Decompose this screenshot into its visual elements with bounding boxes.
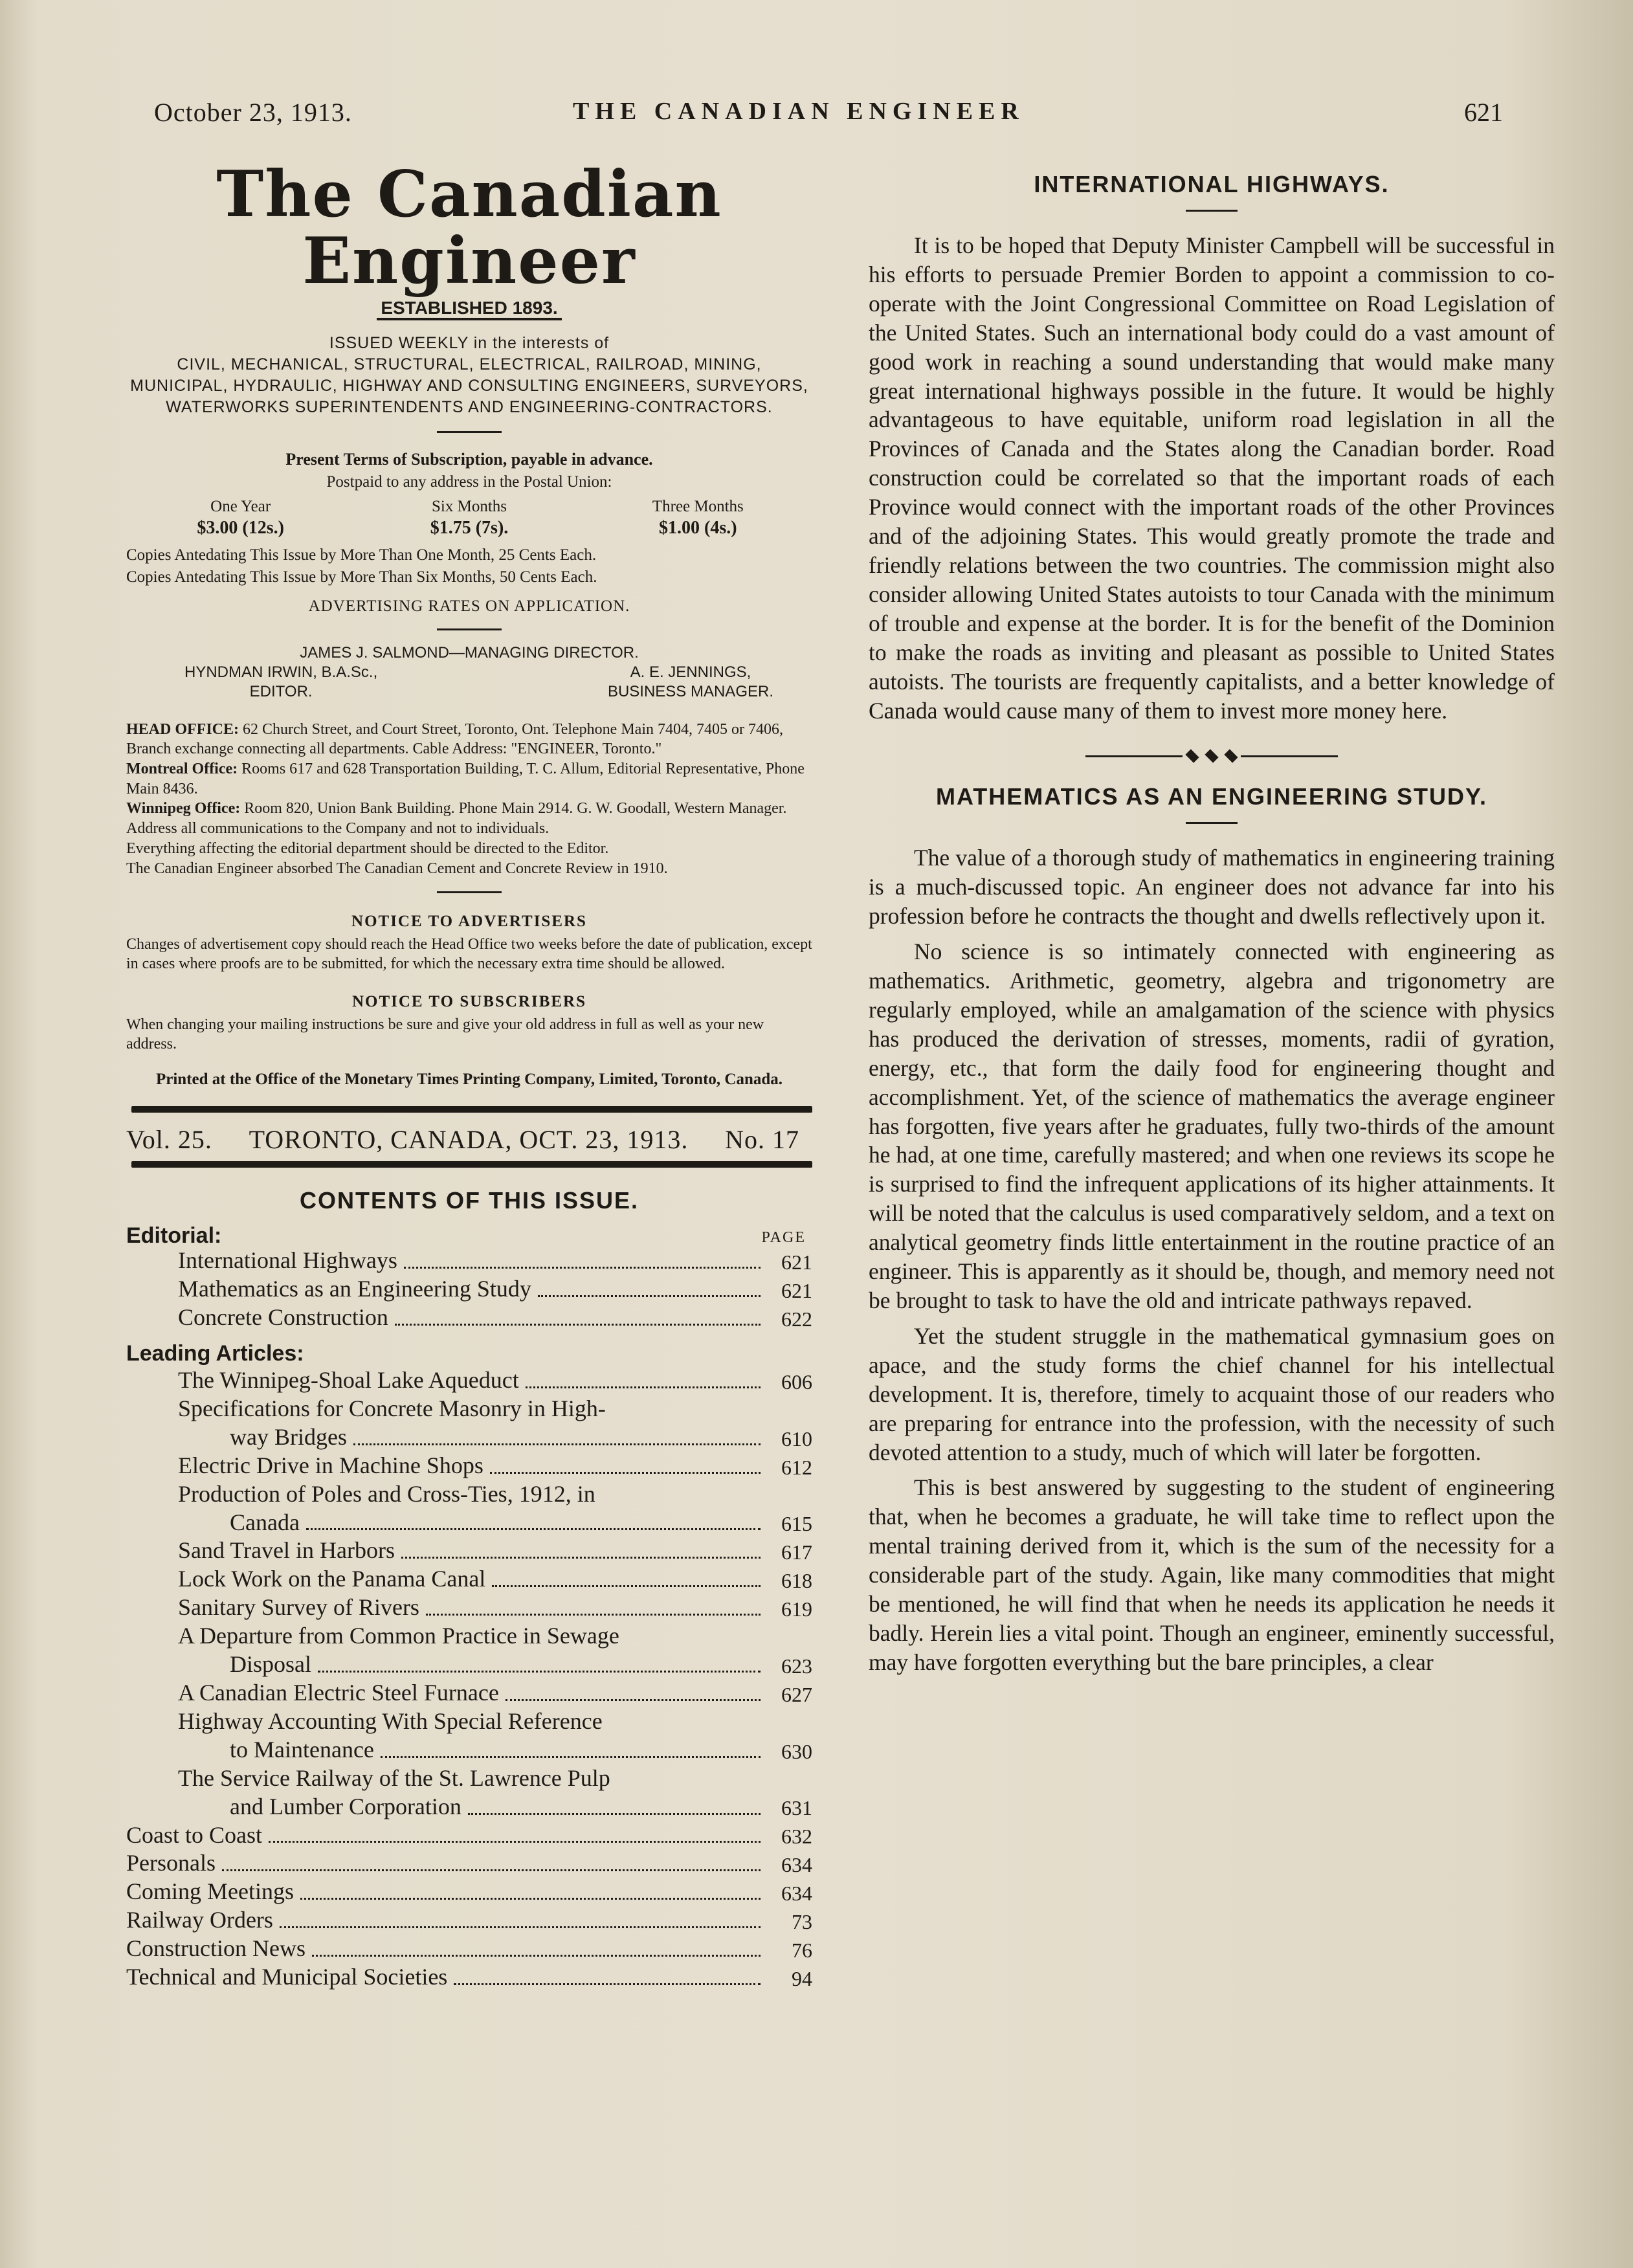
toc-entry-page: 622 — [781, 1307, 812, 1331]
toc-entry — [126, 1423, 812, 1452]
mathematics-paragraph: This is best answered by suggesting to the student of engineering that, when he becomes a graduate, he will take time to reflect upon the mental training derived from it, which is the sum of the necessity for a considerable part of the study. Again, like many commodities that might be mentioned, he will find that when he needs its application he needs it badly. Herein lies a vital point. Though an engineer, eminently successful, may have forgotten everything but the bare principles, a clear — [869, 1474, 1555, 1675]
head-office-label: HEAD OFFICE: — [126, 720, 239, 738]
toc-entry-label: Concrete Construction — [178, 1304, 388, 1331]
toc-dot-leader — [490, 1472, 761, 1474]
toc-entry-label: Coast to Coast — [126, 1821, 263, 1848]
toc-entry — [126, 1622, 812, 1651]
toc-entry — [126, 1395, 812, 1423]
toc-dot-leader — [381, 1756, 761, 1758]
page-column-label: PAGE — [761, 1229, 806, 1247]
toc-entry-label: A Departure from Common Practice in Sewage — [178, 1623, 619, 1649]
toc-entry-page: 606 — [781, 1370, 812, 1394]
toc-leading-articles — [126, 1366, 812, 1821]
business-manager-title: BUSINESS MANAGER. — [607, 682, 773, 700]
term-one-year — [126, 496, 355, 539]
toc-dot-leader — [526, 1386, 761, 1388]
printed-by: Printed at the Office of the Monetary Times Printing Company, Limited, Toronto, Canada. — [155, 1071, 783, 1089]
toc-dot-leader — [318, 1671, 761, 1673]
toc-entry-label: Disposal — [230, 1651, 311, 1678]
toc-entry — [126, 1764, 812, 1793]
toc-dot-leader — [538, 1295, 761, 1297]
divider — [1186, 822, 1238, 824]
toc-dot-leader — [353, 1443, 761, 1445]
montreal-office — [126, 759, 812, 799]
masthead-title: The Canadian Engineer — [216, 157, 722, 298]
toc-entry-label: Specifications for Concrete Masonry in High- — [178, 1395, 606, 1421]
toc-entry-label: Production of Poles and Cross-Ties, 1912, in — [178, 1480, 595, 1507]
toc-entry-label: Personals — [126, 1850, 216, 1876]
toc-entry — [126, 1480, 812, 1509]
subscription-title: Present Terms of Subscription, payable in advance. — [285, 449, 653, 469]
editor-name: HYNDMAN IRWIN, B.A.Sc., — [184, 663, 378, 681]
toc-entry-label: to Maintenance — [230, 1736, 374, 1762]
toc-entry — [126, 1849, 812, 1878]
running-head-title: THE CANADIAN ENGINEER — [573, 98, 1025, 125]
notice-advertisers-text: Changes of advertisement copy should reach the Head Office two weeks before the date of publication, except in cases where proofs are to be submitted, for which the necessary extra time should be allowed. — [126, 936, 812, 973]
winnipeg-office — [126, 799, 812, 819]
term-period: Three Months — [652, 497, 744, 515]
toc-entry-page: 618 — [781, 1569, 812, 1593]
toc-entry-page: 632 — [781, 1825, 812, 1849]
thick-rule — [131, 1106, 812, 1113]
divider — [1186, 210, 1238, 212]
toc-entry — [126, 1679, 812, 1707]
toc-entry-label: Sand Travel in Harbors — [178, 1537, 395, 1564]
toc-entry-page: 631 — [781, 1796, 812, 1820]
business-manager-cell — [608, 663, 773, 702]
toc-entry-label: Electric Drive in Machine Shops — [178, 1452, 483, 1478]
highways-body — [869, 231, 1555, 725]
managing-director: JAMES J. SALMOND—MANAGING DIRECTOR. — [300, 643, 639, 662]
toc-entry — [126, 1247, 812, 1275]
toc-entry — [126, 1275, 812, 1304]
toc-entry-label: Canada — [230, 1509, 300, 1535]
divider — [437, 431, 502, 433]
toc-entry — [126, 1935, 812, 1963]
toc-dot-leader — [280, 1926, 761, 1928]
business-manager-name: A. E. JENNINGS, — [630, 663, 751, 681]
copies-block — [126, 544, 812, 588]
toc-entry-label: way Bridges — [230, 1423, 347, 1450]
toc-dot-leader — [492, 1585, 761, 1587]
montreal-office-text: Rooms 617 and 628 Transportation Building, T. C. Allum, Editorial Representative, Phone Main 8436. — [126, 760, 805, 797]
winnipeg-office-label: Winnipeg Office: — [126, 800, 241, 817]
toc-entry-page: 634 — [781, 1853, 812, 1877]
toc-entry-page: 623 — [781, 1654, 812, 1678]
toc-entry-page: 621 — [781, 1279, 812, 1303]
toc-dot-leader — [401, 1557, 761, 1559]
winnipeg-office-text: Room 820, Union Bank Building. Phone Main 2914. G. W. Goodall, Western Manager. — [244, 800, 787, 817]
price-grid — [126, 496, 812, 539]
toc-entry-label: Lock Work on the Panama Canal — [178, 1566, 486, 1592]
montreal-office-label: Montreal Office: — [126, 760, 238, 777]
absorbed-note: The Canadian Engineer absorbed The Canadian Cement and Concrete Review in 1910. — [126, 860, 668, 877]
ornament-diamond — [1205, 750, 1218, 763]
established-line — [126, 298, 812, 318]
toc-dot-leader — [395, 1324, 761, 1326]
notice-subscribers-title: NOTICE TO SUBSCRIBERS — [351, 993, 587, 1011]
toc-editorial — [126, 1247, 812, 1332]
toc-entry — [126, 1304, 812, 1332]
toc-entry — [126, 1707, 812, 1736]
editorial-head: Editorial: — [126, 1223, 222, 1249]
term-period: One Year — [210, 497, 271, 515]
staff-row — [126, 663, 812, 702]
term-price: $1.00 (4s.) — [659, 518, 737, 539]
toc-dot-leader — [505, 1699, 761, 1701]
toc-entry-page: 73 — [792, 1910, 812, 1934]
page-number: 621 — [1464, 98, 1503, 127]
mathematics-paragraph: The value of a thorough study of mathematics in engineering training is a much-discussed topic. An engineer does not advance far into his profession before he contracts the thought and dwells reflectively upon it. — [869, 845, 1555, 929]
toc-entry-page: 634 — [781, 1882, 812, 1906]
mathematics-paragraph: Yet the student struggle in the mathematical gymnasium goes on apace, and the study forms the chief channel for his intellectual development. It is, therefore, timely to acquaint those of our readers who are preparing for entrance into the profession, with the necessity of such devoted attention to a study, much of which will later be forgotten. — [869, 1322, 1555, 1465]
established-text: ESTABLISHED 1893. — [377, 298, 561, 320]
head-office-text: 62 Church Street, and Court Street, Toronto, Ont. Telephone Main 7404, 7405 or 7406, Branch exchange connecting all departments. Cable Address: "ENGINEER, Toronto." — [126, 720, 783, 758]
section-ornament — [869, 752, 1555, 760]
editor-title: EDITOR. — [249, 682, 313, 700]
copies-six-months: Copies Antedating This Issue by More Than Six Months, 50 Cents Each. — [126, 568, 597, 586]
head-office — [126, 720, 812, 759]
leading-articles-head: Leading Articles: — [126, 1341, 304, 1366]
interests-text: CIVIL, MECHANICAL, STRUCTURAL, ELECTRICAL, RAILROAD, MINING, MUNICIPAL, HYDRAULIC, HIGHWAY AND CONSULTING ENGINEERS, SURVEYORS, WATERWORKS SUPERINTENDENTS AND ENGINEERING-CONTRACTORS. — [130, 355, 808, 416]
toc-entry-label: A Canadian Electric Steel Furnace — [178, 1679, 499, 1706]
mathematics-title: MATHEMATICS AS AN ENGINEERING STUDY. — [935, 783, 1488, 810]
mathematics-paragraph: No science is so intimately connected with engineering as mathematics. Arithmetic, geometry, algebra and trigonometry are regularly employed, while an amalgamation of the science with physics has produced the derivation of stresses, moments, radii of gyration, energy, etc., that form the daily food for engineering thought and accomplishment. Yet, of the science of mathematics the average engineer has forgotten, five years after he graduates, fully two-thirds of the amount he had, at one time, carefully mastered; and when one reviews its scope he is surprised to find the infrequent applications of its higher attainments. It will be noted that the calculus is used comparatively seldom, and a text on analytical geometry finds little entertainment in the routine practice of an engineer. This is apparently as it should be, though, and memory need not be brought to task to have the old and intricate pathways repaved. — [869, 939, 1555, 1313]
thick-rule — [131, 1161, 812, 1168]
term-six-months — [355, 496, 583, 539]
toc-entry-label: Railway Orders — [126, 1907, 273, 1933]
volume: Vol. 25. — [126, 1125, 212, 1155]
toc-dot-leader — [306, 1528, 761, 1530]
toc-entry — [126, 1963, 812, 1992]
toc-entry — [126, 1651, 812, 1679]
toc-entry-label: and Lumber Corporation — [230, 1793, 461, 1819]
right-column — [869, 162, 1555, 1677]
toc-entry-page: 621 — [781, 1251, 812, 1274]
ornament-diamond — [1185, 750, 1199, 763]
toc-entry-page: 627 — [781, 1682, 812, 1706]
everything-note: Everything affecting the editorial department should be directed to the Editor. — [126, 839, 609, 857]
toc-dot-leader — [454, 1983, 761, 1985]
toc-entry — [126, 1736, 812, 1764]
toc-entry-label: The Service Railway of the St. Lawrence Pulp — [178, 1764, 610, 1791]
toc-entry — [126, 1452, 812, 1480]
term-period: Six Months — [431, 497, 507, 515]
divider — [437, 628, 502, 630]
toc-entry-label: Highway Accounting With Special Reference — [178, 1707, 603, 1734]
toc-entry-label: Technical and Municipal Societies — [126, 1964, 448, 1990]
toc-dot-leader — [300, 1898, 761, 1900]
term-price: $3.00 (12s.) — [197, 518, 284, 539]
highways-title: INTERNATIONAL HIGHWAYS. — [1034, 171, 1390, 197]
toc-dot-leader — [468, 1813, 761, 1815]
toc-entry — [126, 1878, 812, 1906]
divider — [437, 891, 502, 893]
toc-dot-leader — [426, 1614, 761, 1616]
toc-entry-page: 610 — [781, 1427, 812, 1451]
ornament-diamond — [1224, 750, 1238, 763]
issue-number: No. 17 — [725, 1125, 799, 1155]
toc-entry-page: 619 — [781, 1597, 812, 1621]
toc-entry — [126, 1793, 812, 1821]
toc-dot-leader — [222, 1869, 761, 1871]
toc-other — [126, 1821, 812, 1992]
issued-line: ISSUED WEEKLY in the interests of — [329, 333, 610, 352]
contents-title: CONTENTS OF THIS ISSUE. — [299, 1187, 639, 1214]
left-column — [126, 157, 812, 1992]
notice-advertisers-title: NOTICE TO ADVERTISERS — [351, 913, 587, 931]
issue-line — [126, 1113, 812, 1161]
toc-entry — [126, 1509, 812, 1537]
toc-entry-label: Coming Meetings — [126, 1878, 294, 1905]
highways-paragraph: It is to be hoped that Deputy Minister Campbell will be successful in his efforts to persuade Premier Borden to appoint a commission to co-operate with the Joint Congressional Committee on Road Legislation of the United States. Such an international body could do a vast amount of good work in reaching a sound understanding that would make many great international highways possible in the future. It would be highly advantageous to have equitable, uniform road legislation in all the Provinces of Canada and the States along the Canadian border. Road construction could be correlated so that the important roads of each Province would connect with the important roads of the other Provinces and of the adjoining States. This would greatly promote the trade and friendly relations between the two countries. The commission might also consider allowing United States autoists to tour Canada with the minimum of trouble and expense at the border. It is for the benefit of the Dominion to make the roads as inviting and pleasant as possible to United States autoists. The tourists are frequently capitalists, and a better knowledge of Canada would cause many of them to invest more money here. — [869, 232, 1555, 724]
toc-entry-label: Construction News — [126, 1935, 305, 1962]
mathematics-body — [869, 843, 1555, 1676]
toc-entry-page: 612 — [781, 1455, 812, 1479]
advertising-rates: ADVERTISING RATES ON APPLICATION. — [308, 597, 630, 615]
toc-entry-label: International Highways — [178, 1247, 397, 1274]
toc-dot-leader — [404, 1267, 761, 1269]
notice-subscribers-text: When changing your mailing instructions be sure and give your old address in full as well as your new address. — [126, 1016, 764, 1053]
term-three-months — [584, 496, 812, 539]
toc-dot-leader — [312, 1955, 761, 1957]
toc-entry-page: 76 — [792, 1939, 812, 1962]
toc-entry — [126, 1537, 812, 1565]
ornament-line — [1085, 755, 1183, 757]
running-head-date: October 23, 1913. — [154, 98, 352, 127]
toc-entry — [126, 1821, 812, 1850]
interests-block — [126, 333, 812, 418]
toc-entry-label: Mathematics as an Engineering Study — [178, 1276, 531, 1302]
toc-entry — [126, 1565, 812, 1594]
postpaid-line: Postpaid to any address in the Postal Union: — [326, 472, 612, 491]
staff-block — [126, 643, 812, 702]
toc-entry — [126, 1366, 812, 1395]
toc-dot-leader — [269, 1841, 761, 1843]
address-all: Address all communications to the Company and not to individuals. — [126, 820, 550, 838]
place-date: TORONTO, CANADA, OCT. 23, 1913. — [249, 1125, 689, 1155]
toc-entry-page: 617 — [781, 1540, 812, 1564]
toc-entry-label: Sanitary Survey of Rivers — [178, 1594, 419, 1621]
ornament-line — [1241, 755, 1338, 757]
offices-block — [126, 720, 812, 879]
toc-entry-page: 94 — [792, 1966, 812, 1990]
toc-entry-page: 630 — [781, 1739, 812, 1763]
toc-entry-label: The Winnipeg-Shoal Lake Aqueduct — [178, 1367, 519, 1393]
term-price: $1.75 (7s). — [430, 518, 509, 539]
toc-entry — [126, 1594, 812, 1622]
copies-one-month: Copies Antedating This Issue by More Than One Month, 25 Cents Each. — [126, 546, 597, 564]
toc-entry — [126, 1906, 812, 1935]
editor-cell — [184, 663, 377, 702]
toc-entry-page: 615 — [781, 1512, 812, 1536]
